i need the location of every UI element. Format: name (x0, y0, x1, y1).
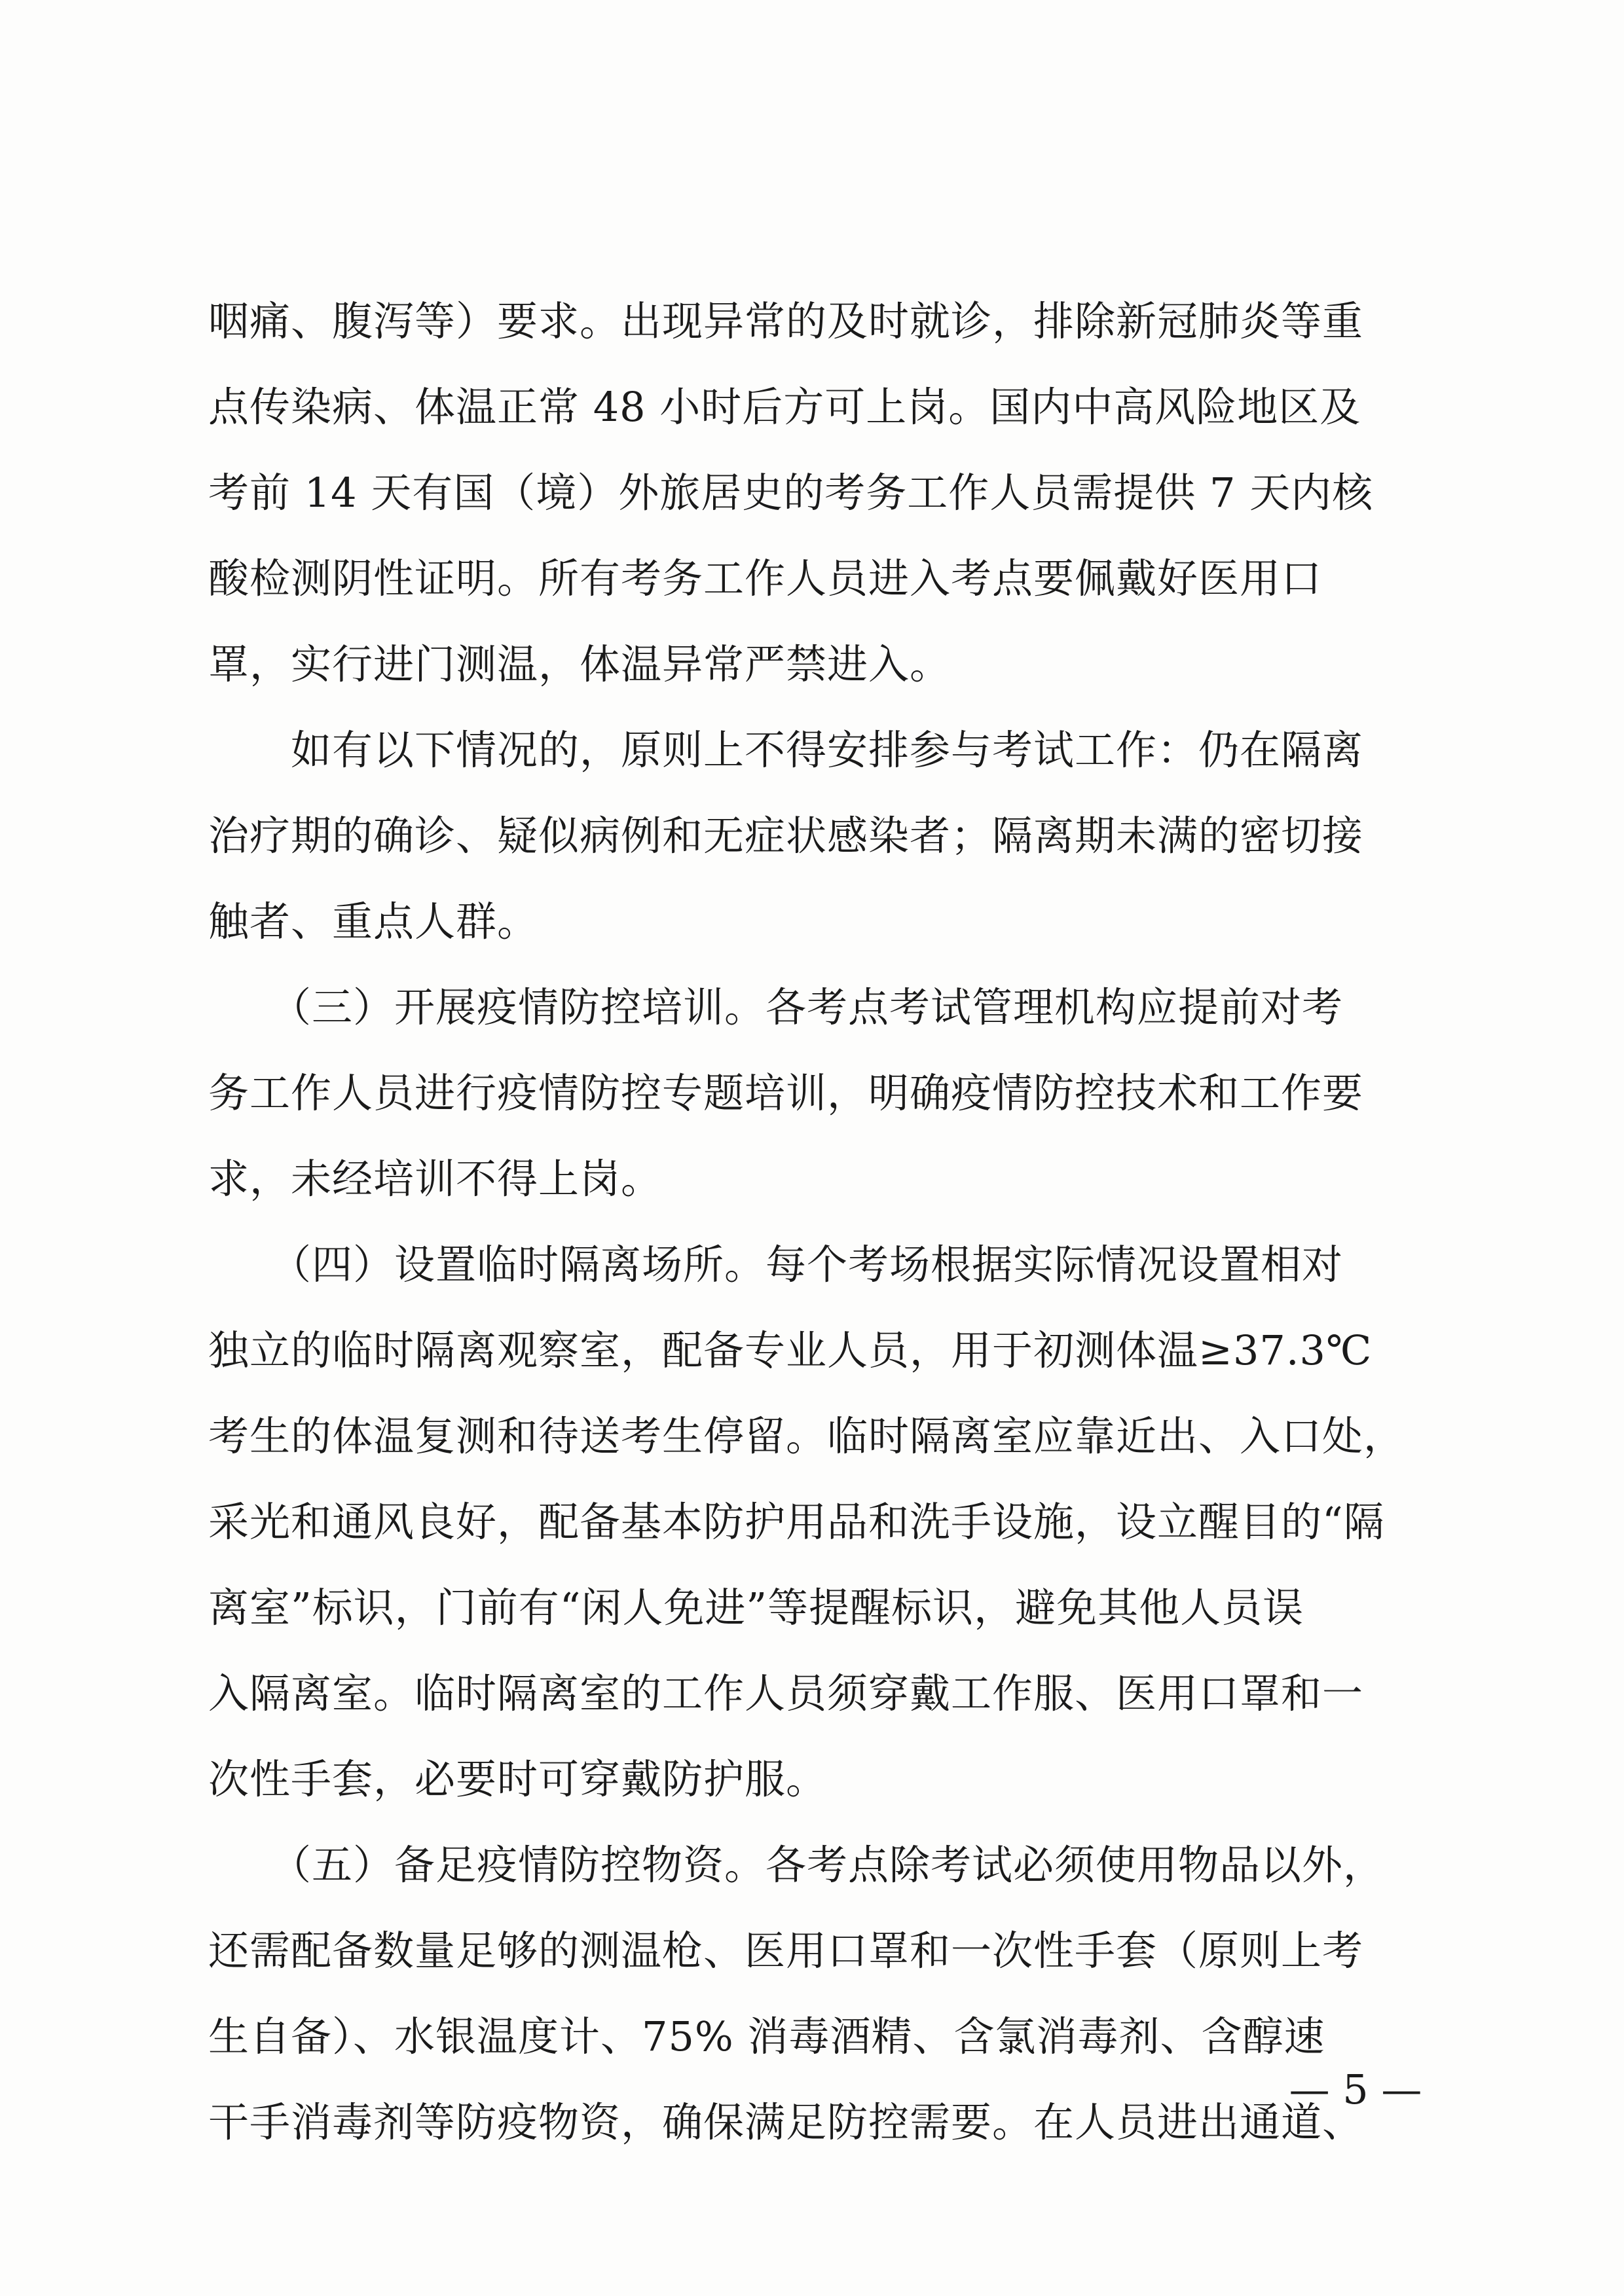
text-line: （五）备足疫情防控物资。各考点除考试必须使用物品以外， (208, 1841, 1385, 1889)
text-line: （四）设置临时隔离场所。每个考场根据实际情况设置相对 (208, 1241, 1344, 1288)
text-line: 点传染病、体温正常 48 小时后方可上岗。国内中高风险地区及 (208, 383, 1361, 431)
text-line: 触者、重点人群。 (208, 898, 539, 945)
text-line: 求，未经培训不得上岗。 (208, 1155, 663, 1203)
text-line: 罩，实行进门测温，体温异常严禁进入。 (208, 640, 951, 688)
text-line: 如有以下情况的，原则上不得安排参与考试工作：仍在隔离 (208, 726, 1364, 774)
text-line: 独立的临时隔离观察室，配备专业人员，用于初测体温≥37.3℃ (208, 1326, 1373, 1374)
text-line: 考生的体温复测和待送考生停留。临时隔离室应靠近出、入口处， (208, 1412, 1405, 1460)
text-line: 酸检测阴性证明。所有考务工作人员进入考点要佩戴好医用口 (208, 555, 1323, 602)
text-line: 还需配备数量足够的测温枪、医用口罩和一次性手套（原则上考 (208, 1927, 1364, 1975)
paragraph-section-three-training (208, 964, 1426, 1222)
text-line: 次性手套，必要时可穿戴防护服。 (208, 1755, 828, 1803)
text-line: 务工作人员进行疫情防控专题培训，明确疫情防控技术和工作要 (208, 1069, 1364, 1117)
text-line: 干手消毒剂等防疫物资，确保满足防控需要。在人员进出通道、 (208, 2098, 1364, 2146)
text-line: 咽痛、腹泻等）要求。出现异常的及时就诊，排除新冠肺炎等重 (208, 297, 1364, 345)
text-line: 入隔离室。临时隔离室的工作人员须穿戴工作服、医用口罩和一 (208, 1669, 1364, 1717)
document-body (208, 278, 1426, 2165)
text-line: 治疗期的确诊、疑似病例和无症状感染者；隔离期未满的密切接 (208, 812, 1364, 860)
text-line: 离室”标识，门前有“闲人免进”等提醒标识，避免其他人员误 (208, 1584, 1304, 1631)
paragraph-exclusion-conditions (208, 707, 1426, 964)
text-line: 生自备）、水银温度计、75% 消毒酒精、含氯消毒剂、含醇速 (208, 2013, 1325, 2060)
paragraph-section-four-isolation (208, 1222, 1426, 1822)
text-line: （三）开展疫情防控培训。各考点考试管理机构应提前对考 (208, 983, 1344, 1031)
paragraph-health-requirements (208, 278, 1426, 707)
paragraph-section-five-supplies (208, 1822, 1426, 2165)
page-number: — 5 — (1289, 2066, 1422, 2113)
text-line: 考前 14 天有国（境）外旅居史的考务工作人员需提供 7 天内核 (208, 469, 1374, 517)
text-line: 采光和通风良好，配备基本防护用品和洗手设施，设立醒目的“隔 (208, 1498, 1385, 1546)
